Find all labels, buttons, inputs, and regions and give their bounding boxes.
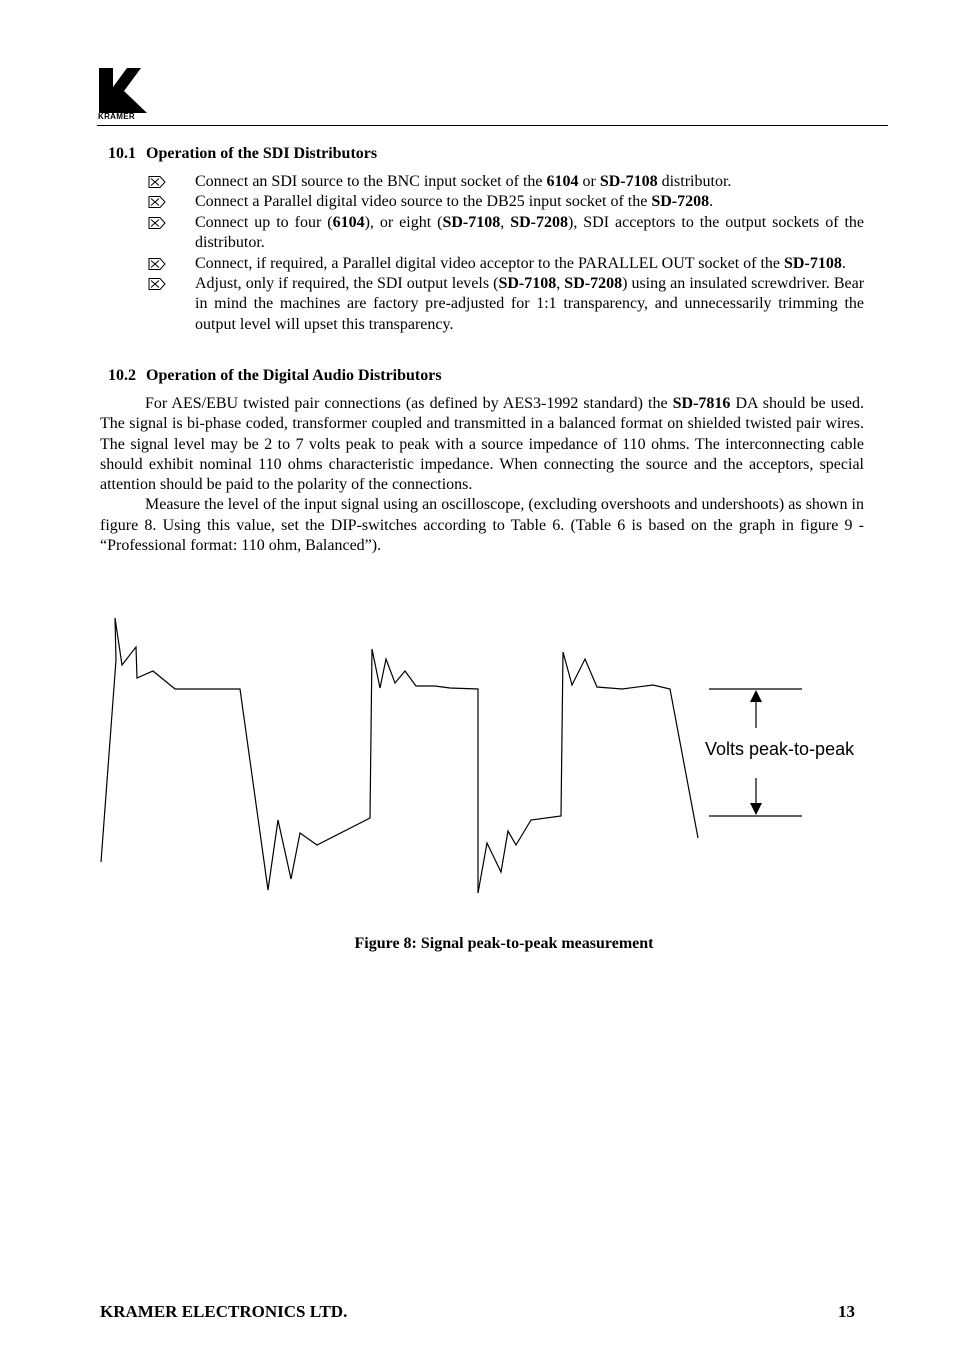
lower-arrow-head (750, 803, 762, 815)
model-name: SD-7208 (564, 275, 623, 293)
waveform-segment-1 (101, 618, 478, 893)
audio-body-text (100, 394, 864, 556)
footer-company: KRAMER ELECTRONICS LTD. (100, 1302, 348, 1321)
model-name: SD-7208 (510, 213, 568, 231)
checkbox-x-bullet-icon (148, 196, 166, 208)
body-paragraph: For AES/EBU twisted pair connections (as defined by AES3-1992 standard) the SD-7816 DA should be used. The signal is bi-phase coded, transformer coupled and transmitted in a balanced format on shielded twisted pair wires. The signal level may be 2 to 7 volts peak to peak with a source impedance of 110 ohms. The interconnecting cable should exhibit nominal 110 ohms characteristic impedance. When connecting the source and the acceptors, special attention should be paid to the polarity of the connections. (100, 395, 864, 494)
model-name: SD-7208 (651, 193, 710, 211)
model-name: SD-7108 (442, 213, 501, 231)
section-heading-10-2 (108, 366, 442, 386)
section-number: 10.2 (108, 367, 136, 384)
figure-caption: Figure 8: Signal peak-to-peak measurement (354, 935, 654, 952)
checkbox-x-bullet-icon (148, 176, 166, 188)
upper-arrow-head (750, 690, 762, 702)
model-name: SD-7108 (498, 275, 557, 293)
list-item: Connect, if required, a Parallel digital video acceptor to the PARALLEL OUT socket of the SD-7108. (148, 254, 864, 274)
checkbox-x-bullet-icon (148, 258, 166, 270)
model-name: SD-7816 (672, 395, 731, 412)
section-title: Operation of the Digital Audio Distributors (146, 367, 442, 384)
waveform-segment-2 (478, 652, 698, 893)
list-item: Connect a Parallel digital video source to the DB25 input socket of the SD-7208. (148, 192, 864, 212)
checkbox-x-bullet-icon (148, 278, 166, 290)
signal-waveform-figure (0, 600, 954, 910)
model-name: SD-7108 (784, 254, 842, 272)
list-item: Connect an SDI source to the BNC input socket of the 6104 or SD-7108 distributor. (148, 172, 864, 192)
sdi-steps-list (148, 172, 864, 335)
logo-text: KRAMER (98, 112, 135, 121)
header-rule (97, 125, 888, 126)
body-paragraph: Measure the level of the input signal using an oscilloscope, (excluding overshoots and undershoots) as shown in figure 8. Using this value, set the DIP-switches according to Table 6. (Table 6 is based on the graph in figure 9 - “Professional format: 110 ohm, Balanced”). (100, 496, 864, 555)
model-name: SD-7108 (599, 173, 658, 190)
model-name: 6104 (546, 173, 579, 190)
model-name: 6104 (332, 213, 365, 231)
section-title: Operation of the SDI Distributors (146, 145, 378, 162)
list-item: Adjust, only if required, the SDI output levels (SD-7108, SD-7208) using an insulated screwdriver. Bear in mind the machines are factory pre-adjusted for 1:1 transparency, and unnecessarily trimming the output level will upset this transparency. (148, 274, 864, 335)
section-number: 10.1 (108, 145, 136, 162)
page-number: 13 (838, 1302, 855, 1321)
list-item: Connect up to four (6104), or eight (SD-7108, SD-7208), SDI acceptors to the output sockets of the distributor. (148, 213, 864, 254)
checkbox-x-bullet-icon (148, 217, 166, 229)
volts-peak-label: Volts peak-to-peak (705, 739, 855, 759)
section-heading-10-1 (108, 144, 377, 164)
